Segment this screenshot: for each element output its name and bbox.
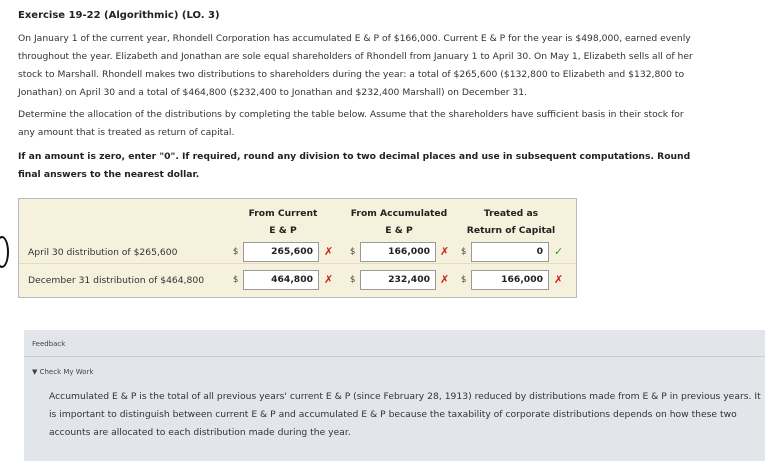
header-current-ep-line2: E & P xyxy=(269,225,297,236)
table-row xyxy=(19,270,576,292)
table-row xyxy=(19,242,576,264)
incorrect-icon: ✗ xyxy=(440,245,450,258)
dollar-sign: $ xyxy=(233,275,239,285)
incorrect-icon: ✗ xyxy=(324,273,334,286)
row-label-december: December 31 distribution of $464,800 xyxy=(28,275,205,286)
feedback-text: Accumulated E & P is the total of all previous years' current E & P (since February 28, 1913) reduced by distributions made from E & P in previous years. It is important to distinguish between current E & P and accumulated E & P because the taxability of corporate distributions depends on how these two accounts are allocated to each distribution made during the year. xyxy=(49,391,761,438)
task-paragraph: Determine the allocation of the distributions by completing the table below. Assume that the shareholders have sufficient basis in their stock for any amount that is treated as return of capital. xyxy=(18,109,684,138)
row-label-april: April 30 distribution of $265,600 xyxy=(28,247,178,258)
april-current-ep-input[interactable]: 265,600 xyxy=(243,242,319,262)
header-return-of-capital xyxy=(463,205,559,239)
dollar-sign: $ xyxy=(461,275,467,285)
december-current-ep-input[interactable]: 464,800 xyxy=(243,270,319,290)
exercise-title: Exercise 19-22 (Algorithmic) (LO. 3) xyxy=(18,10,220,21)
row-divider xyxy=(19,263,576,264)
incorrect-icon: ✗ xyxy=(554,273,564,286)
correct-check-icon: ✓ xyxy=(554,245,564,258)
check-my-work-toggle[interactable]: ▼ Check My Work xyxy=(32,368,94,376)
problem-paragraph: On January 1 of the current year, Rhondell Corporation has accumulated E & P of $166,000. Current E & P for the year is $498,000, earned evenly throughout the year. Elizabeth and Jonathan are sole equal shareholders of Rhondell from January 1 to April 30. On May 1, Elizabeth sells all of her stock to Marshall. Rhondell makes two distributions to shareholders during the year: a total of $265,600 ($132,800 to Elizabeth and $132,800 to Jonathan) on April 30 and a total of $464,800 ($232,400 to Jonathan and $232,400 Marshall) on December 31. xyxy=(18,33,693,98)
dollar-sign: $ xyxy=(350,275,356,285)
december-return-of-capital-input[interactable]: 166,000 xyxy=(471,270,549,290)
december-accumulated-ep-input[interactable]: 232,400 xyxy=(360,270,436,290)
dollar-sign: $ xyxy=(233,247,239,257)
header-current-ep xyxy=(243,205,323,239)
page-edge-marker xyxy=(0,236,9,268)
header-accumulated-ep xyxy=(343,205,455,239)
header-accumulated-ep-line2: E & P xyxy=(385,225,413,236)
dollar-sign: $ xyxy=(461,247,467,257)
allocation-table xyxy=(18,198,577,298)
incorrect-icon: ✗ xyxy=(440,273,450,286)
header-return-of-capital-line1: Treated as xyxy=(483,208,539,219)
april-return-of-capital-input[interactable]: 0 xyxy=(471,242,549,262)
feedback-panel xyxy=(24,330,765,461)
header-return-of-capital-line2: Return of Capital xyxy=(466,225,556,236)
dollar-sign: $ xyxy=(350,247,356,257)
header-current-ep-line1: From Current xyxy=(248,208,318,219)
feedback-divider xyxy=(24,356,765,357)
feedback-title: Feedback xyxy=(32,340,66,348)
incorrect-icon: ✗ xyxy=(324,245,334,258)
instructions-paragraph: If an amount is zero, enter "0". If required, round any division to two decimal places and use in subsequent computations. Round final answers to the nearest dollar. xyxy=(18,151,691,180)
header-accumulated-ep-line1: From Accumulated xyxy=(350,208,448,219)
april-accumulated-ep-input[interactable]: 166,000 xyxy=(360,242,436,262)
